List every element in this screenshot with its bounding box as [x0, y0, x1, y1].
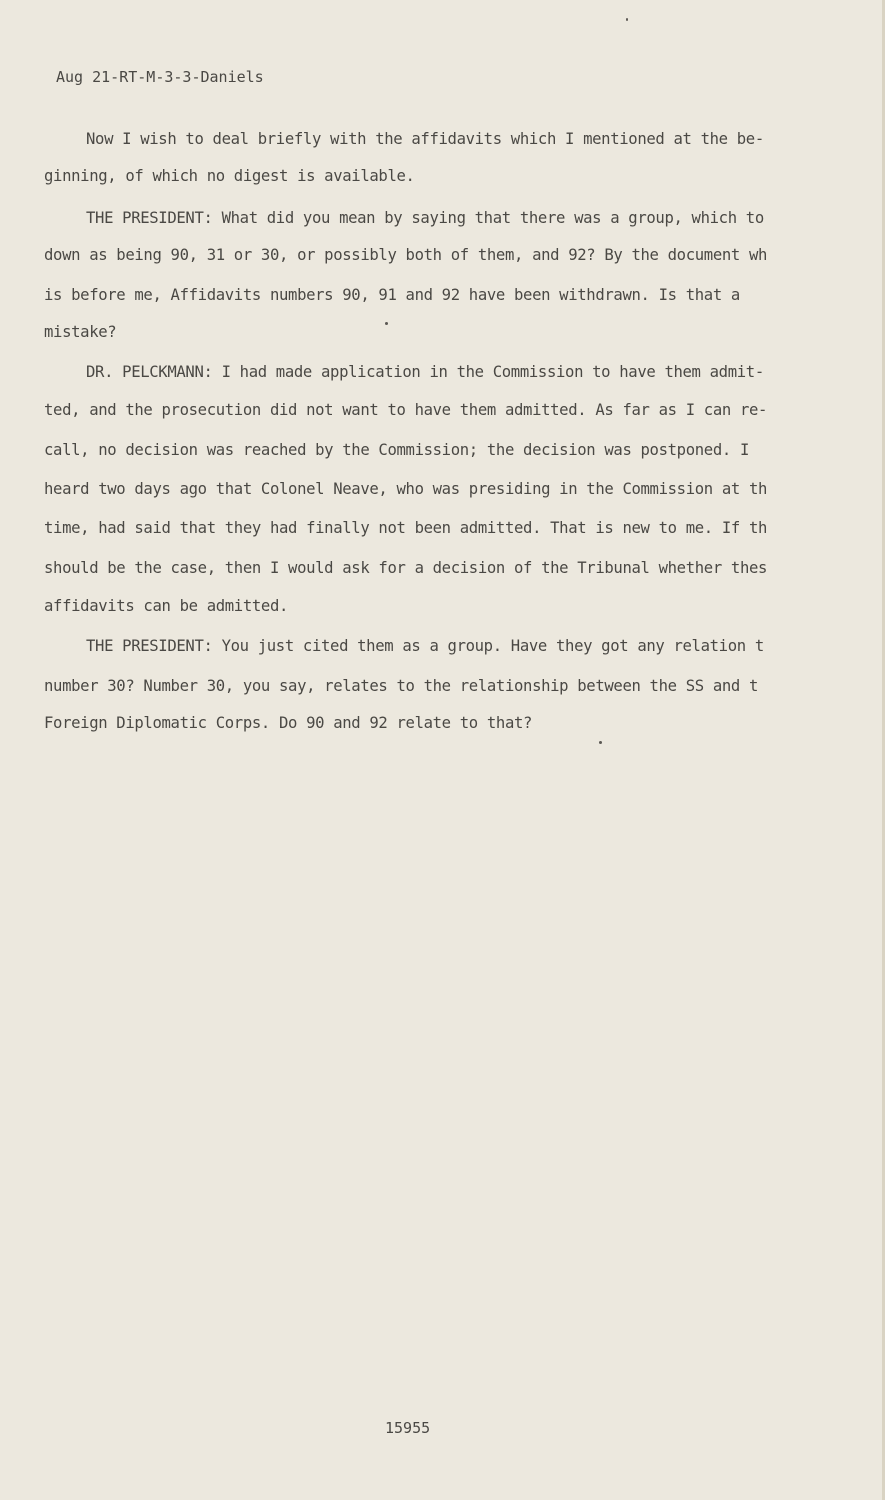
text-line-16: Foreign Diplomatic Corps. Do 90 and 92 relate to that?: [44, 714, 533, 732]
text-line-2: ginning, of which no digest is available.: [44, 167, 415, 185]
text-line-7: DR. PELCKMANN: I had made application in the Commission to have them admit-: [86, 363, 764, 381]
text-line-10: heard two days ago that Colonel Neave, who was presiding in the Commission at th: [44, 480, 768, 498]
text-line-5: is before me, Affidavits numbers 90, 91 and 92 have been withdrawn. Is that a: [44, 286, 740, 304]
text-line-11: time, had said that they had finally not been admitted. That is new to me. If th: [44, 519, 768, 537]
text-line-6: mistake?: [44, 323, 117, 341]
text-line-15: number 30? Number 30, you say, relates to the relationship between the SS and t: [44, 677, 759, 695]
text-line-9: call, no decision was reached by the Commission; the decision was postponed. I: [44, 441, 749, 459]
page-number: 15955: [385, 1419, 431, 1437]
document-header: Aug 21-RT-M-3-3-Daniels: [56, 68, 264, 86]
text-line-4: down as being 90, 31 or 30, or possibly both of them, and 92? By the document wh: [44, 246, 768, 264]
paper-speck: [626, 18, 628, 21]
paper-speck: [599, 741, 602, 744]
text-line-3: THE PRESIDENT: What did you mean by saying that there was a group, which to: [86, 209, 764, 227]
text-line-14: THE PRESIDENT: You just cited them as a group. Have they got any relation t: [86, 637, 764, 655]
text-line-8: ted, and the prosecution did not want to have them admitted. As far as I can re-: [44, 401, 768, 419]
text-line-1: Now I wish to deal briefly with the affidavits which I mentioned at the be-: [86, 130, 764, 148]
text-line-12: should be the case, then I would ask for a decision of the Tribunal whether thes: [44, 559, 768, 577]
text-line-13: affidavits can be admitted.: [44, 597, 289, 615]
paper-speck: [385, 322, 388, 325]
